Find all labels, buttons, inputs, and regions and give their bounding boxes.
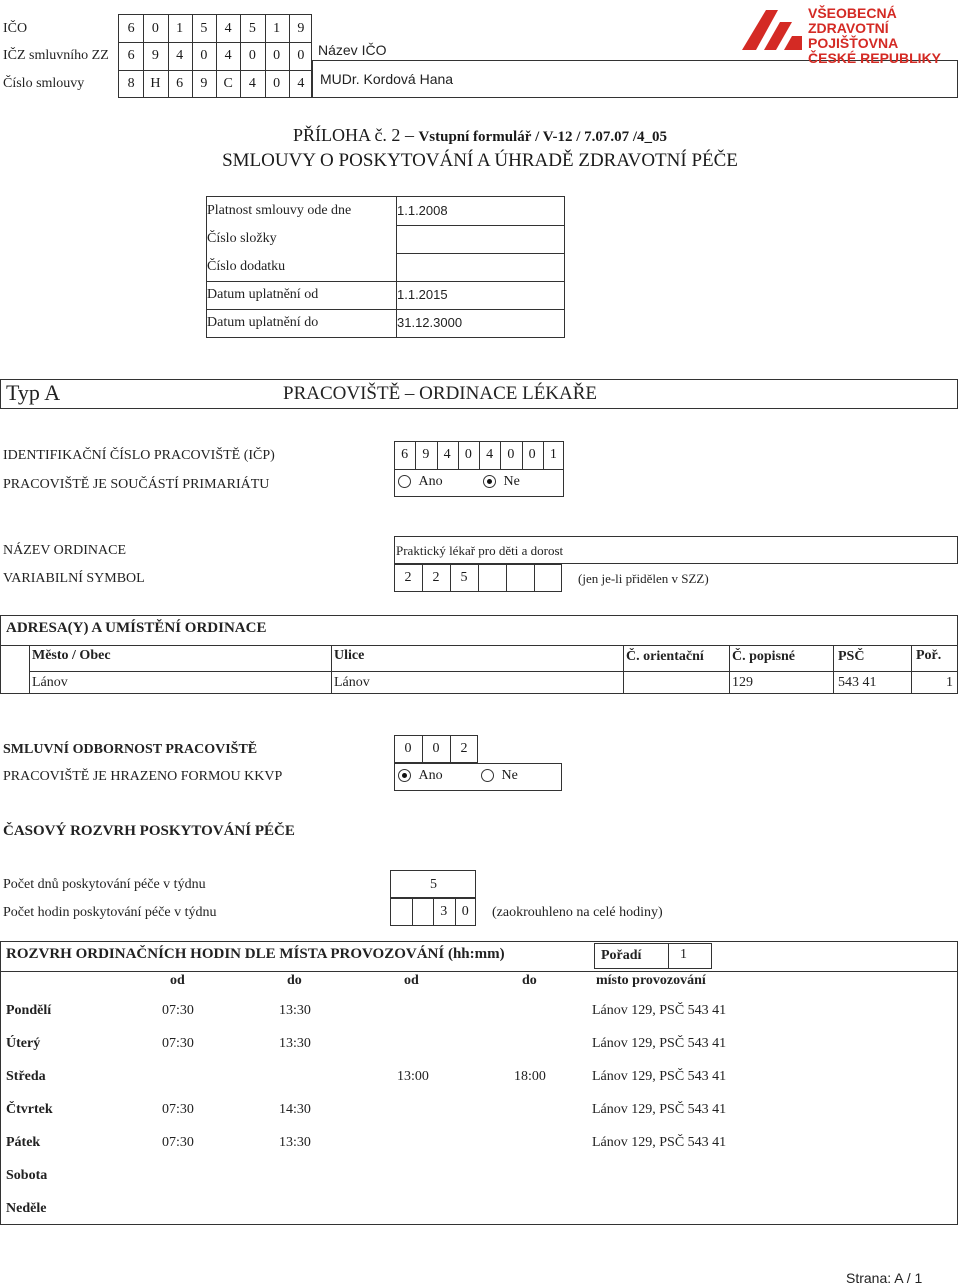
col-header-od1: od [170, 973, 185, 988]
odbornost-digit-cell: 2 [460, 741, 468, 756]
address-city: Lánov [32, 675, 68, 690]
vs-label: VARIABILNÍ SYMBOL [3, 571, 145, 586]
primariat-label: PRACOVIŠTĚ JE SOUČÁSTÍ PRIMARIÁTU [3, 477, 270, 492]
contract-digit-cell: 4 [248, 76, 256, 91]
ico-digits [119, 15, 313, 42]
icp-digit-cell: 4 [443, 447, 451, 462]
icp-digit-cell: 0 [464, 447, 472, 462]
odbornost-label: SMLUVNÍ ODBORNOST PRACOVIŠTĚ [3, 742, 258, 757]
validity-label: Datum uplatnění do [207, 315, 319, 330]
kkvp-no-option[interactable] [481, 768, 518, 784]
contract-digit-cell: H [150, 76, 161, 91]
icz-digit-cell: 6 [127, 48, 135, 63]
col-header-od2: od [404, 973, 419, 988]
contract-digit-cell: C [223, 76, 233, 91]
validity-value: 1.1.2015 [397, 287, 448, 302]
place-value: Lánov 129, PSČ 543 41 [592, 1036, 727, 1051]
address-street: Lánov [334, 675, 370, 690]
address-header-por: Poř. [916, 648, 942, 663]
contract-digit-cell: 6 [176, 76, 184, 91]
page-title: SMLOUVY O POSKYTOVÁNÍ A ÚHRADĚ ZDRAVOTNÍ PÉČE [222, 150, 738, 171]
ico-digit-cell: 5 [248, 20, 256, 36]
od1-value: 07:30 [162, 1003, 194, 1018]
type-label: Typ A [6, 380, 61, 405]
icp-digit-cell: 1 [549, 447, 557, 462]
place-value: Lánov 129, PSČ 543 41 [592, 1135, 727, 1150]
icz-digit-cell: 9 [151, 48, 159, 63]
place-value: Lánov 129, PSČ 543 41 [592, 1069, 727, 1084]
vs-digit-cell: 5 [460, 570, 468, 585]
vzp-logo-icon [740, 6, 804, 52]
name-ico-label: Název IČO [318, 42, 387, 58]
address-por: 1 [946, 675, 953, 690]
do1-value: 13:30 [279, 1003, 311, 1018]
address-header-popis: Č. popisné [732, 649, 796, 664]
hours-digit-cell [390, 898, 412, 926]
kkvp-label: PRACOVIŠTĚ JE HRAZENO FORMOU KKVP [3, 769, 283, 784]
day-label: Sobota [6, 1168, 48, 1183]
hours-table-title: ROZVRH ORDINAČNÍCH HODIN DLE MÍSTA PROVOZOVÁNÍ (hh:mm) [6, 946, 505, 962]
hours-digit-cell [412, 898, 434, 926]
ico-digit-cell: 4 [224, 20, 232, 36]
hours-digit-cell: 0 [461, 904, 469, 919]
icp-digit-cell: 0 [528, 447, 536, 462]
contract-digit-cell: 0 [273, 76, 281, 91]
title-dash: – [404, 125, 419, 145]
ico-digit-cell: 1 [273, 20, 281, 36]
validity-label: Datum uplatnění od [207, 287, 319, 302]
icp-digit-cell: 4 [486, 447, 494, 462]
vs-note: (jen je-li přidělen v SZZ) [578, 571, 709, 586]
contract-digit-cell: 9 [200, 76, 208, 91]
kkvp-no-label: Ne [501, 768, 518, 783]
icz-label: IČZ smluvního ZZ [3, 48, 109, 63]
vs-digit-cell [506, 564, 534, 592]
validity-label: Číslo složky [207, 231, 277, 246]
icp-digits [394, 441, 564, 469]
ico-digit-cell: 6 [127, 20, 135, 36]
ico-digit-cell: 0 [151, 20, 159, 36]
do1-value: 13:30 [279, 1135, 311, 1150]
kkvp-yes-label: Ano [418, 768, 443, 783]
col-header-do1: do [287, 973, 302, 988]
od1-value: 07:30 [162, 1036, 194, 1051]
validity-label: Číslo dodatku [207, 259, 286, 274]
address-header-street: Ulice [334, 648, 365, 663]
day-label: Úterý [6, 1036, 41, 1051]
odbornost-digits [394, 735, 478, 763]
col-header-do2: do [522, 973, 537, 988]
contract-digit-cell: 4 [297, 76, 305, 91]
icp-digit-cell: 9 [422, 447, 430, 462]
primariat-yes-label: Ano [418, 474, 443, 489]
od2-value: 13:00 [397, 1069, 429, 1084]
od1-value: 07:30 [162, 1102, 194, 1117]
place-value: Lánov 129, PSČ 543 41 [592, 1102, 727, 1117]
validity-value: 31.12.3000 [397, 315, 463, 330]
hours-note: (zaokrouhleno na celé hodiny) [492, 905, 663, 920]
odbornost-digit-cell: 0 [404, 741, 412, 756]
col-header-place: místo provozování [596, 973, 706, 988]
primariat-yes-option[interactable] [398, 474, 443, 490]
icz-digit-cell: 0 [297, 48, 305, 63]
address-header-orient: Č. orientační [626, 649, 704, 664]
address-popis: 129 [732, 675, 753, 690]
primariat-no-radio[interactable] [483, 475, 496, 488]
address-header-city: Město / Obec [32, 648, 111, 663]
ordinace-name-label: NÁZEV ORDINACE [3, 543, 127, 558]
days-value: 5 [430, 877, 437, 892]
vs-digit-cell: 2 [404, 570, 412, 585]
do2-value: 18:00 [514, 1069, 546, 1084]
primariat-no-option[interactable] [483, 474, 520, 490]
address-title: ADRESA(Y) A UMÍSTĚNÍ ORDINACE [6, 620, 267, 636]
hours-digit-cell: 3 [440, 904, 448, 919]
validity-label: Platnost smlouvy ode dne [207, 203, 352, 218]
contract-no-label: Číslo smlouvy [3, 76, 85, 91]
primariat-no-label: Ne [503, 474, 520, 489]
icz-digit-cell: 4 [176, 48, 184, 63]
day-label: Neděle [6, 1201, 47, 1216]
vs-digit-cell [478, 564, 506, 592]
ordinace-name-value: Praktický lékař pro děti a dorost [396, 543, 564, 558]
icz-digit-cell: 0 [200, 48, 208, 63]
day-label: Pondělí [6, 1003, 52, 1018]
address-psc: 543 41 [838, 675, 877, 690]
logo-line-1: VŠEOBECNÁ [808, 5, 897, 21]
ico-label: IČO [3, 21, 28, 36]
title-priloha: PŘÍLOHA č. 2 [292, 125, 401, 145]
day-label: Pátek [6, 1135, 41, 1150]
hours-digits [390, 898, 476, 926]
icz-digits [119, 42, 313, 70]
day-label: Středa [6, 1069, 46, 1084]
vs-digit-cell: 2 [432, 570, 440, 585]
address-header-psc: PSČ [838, 649, 865, 664]
schedule-title: ČASOVÝ ROZVRH POSKYTOVÁNÍ PÉČE [3, 823, 295, 839]
ico-digit-cell: 1 [176, 20, 184, 36]
icz-digit-cell: 0 [273, 48, 281, 63]
icz-digit-cell: 4 [224, 48, 232, 63]
section-title: PRACOVIŠTĚ – ORDINACE LÉKAŘE [283, 383, 598, 404]
do1-value: 14:30 [279, 1102, 311, 1117]
ico-digit-cell: 9 [297, 20, 305, 36]
title-line-1 [0, 125, 960, 146]
ico-digit-cell: 5 [200, 20, 208, 36]
icp-digit-cell: 0 [507, 447, 515, 462]
place-value: Lánov 129, PSČ 543 41 [592, 1003, 727, 1018]
kkvp-no-radio[interactable] [481, 769, 494, 782]
kkvp-yes-radio[interactable] [398, 769, 411, 782]
do1-value: 13:30 [279, 1036, 311, 1051]
icp-digit-cell: 6 [401, 447, 409, 462]
logo-line-2: ZDRAVOTNÍ POJIŠŤOVNA [808, 20, 899, 51]
order-value: 1 [680, 947, 687, 962]
days-label: Počet dnů poskytování péče v týdnu [3, 877, 206, 892]
vs-digit-cell [534, 564, 562, 592]
header-digits-grid [118, 14, 312, 98]
title-form-code: Vstupní formulář / V-12 / 7.07.07 /4_05 [418, 129, 668, 145]
vs-digits [394, 564, 562, 592]
logo-line-3: ČESKÉ REPUBLIKY [808, 50, 942, 66]
order-label: Pořadí [601, 948, 642, 963]
primariat-yes-radio[interactable] [398, 475, 411, 488]
od1-value: 07:30 [162, 1135, 194, 1150]
validity-value: 1.1.2008 [397, 203, 448, 218]
day-label: Čtvrtek [6, 1102, 53, 1117]
vzp-logo-text [808, 6, 960, 66]
contract-digit-cell: 8 [127, 76, 135, 91]
hours-table [0, 941, 958, 1225]
page-number: Strana: A / 1 [846, 1270, 923, 1286]
contract-digits [119, 70, 313, 98]
icz-digit-cell: 0 [248, 48, 256, 63]
odbornost-digit-cell: 0 [432, 741, 440, 756]
icp-label: IDENTIFIKAČNÍ ČÍSLO PRACOVIŠTĚ (IČP) [3, 448, 275, 463]
vzp-logo [740, 6, 804, 57]
name-ico-value: MUDr. Kordová Hana [320, 71, 454, 87]
kkvp-yes-option[interactable] [398, 768, 443, 784]
hours-label: Počet hodin poskytování péče v týdnu [3, 905, 217, 920]
